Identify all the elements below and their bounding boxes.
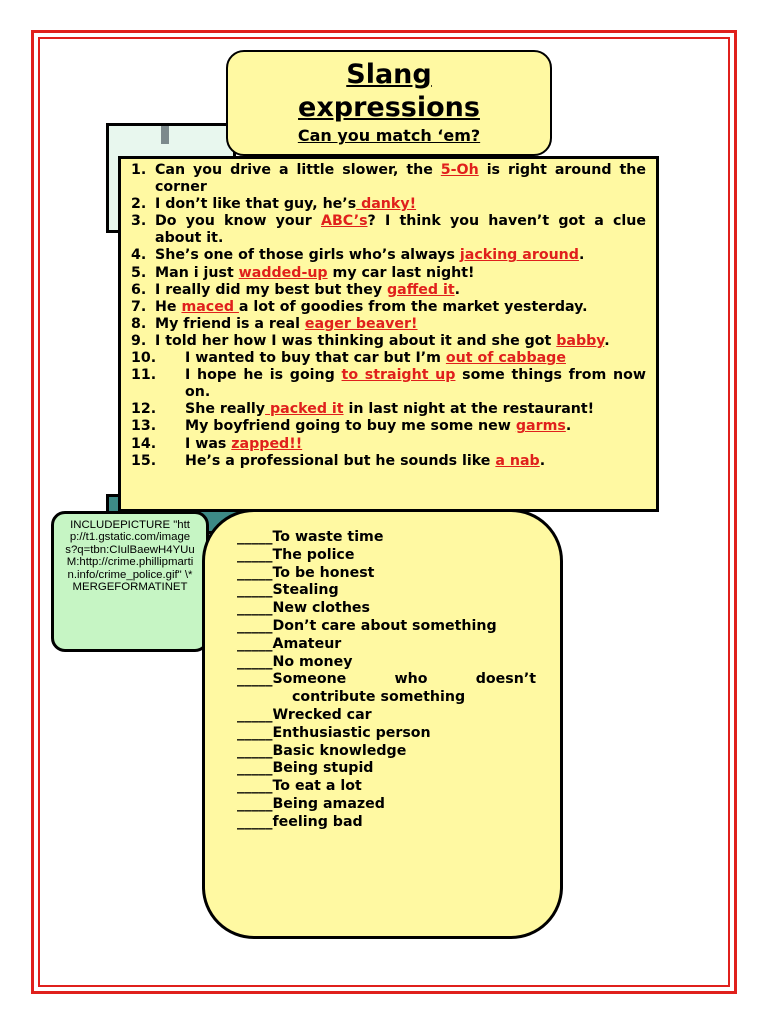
question-text-after: . [454,281,461,298]
question-item [131,282,646,299]
question-text [185,418,646,435]
question-text-before: She really [185,401,266,418]
question-item [131,213,646,247]
picture-placeholder: INCLUDEPICTURE "http://t1.gstatic.com/images?q=tbn:CIulBaewH4YUuM:http://crime.phillipmartin.info/crime_police.gif" \* MERGEFORMATINET [51,511,209,652]
question-text-after: my car last night! [327,264,475,281]
question-text [155,316,646,333]
question-number: 12. [131,401,157,418]
slang-term: garms [515,418,566,435]
question-text [155,299,646,316]
question-number: 1. [131,162,147,178]
page-subtitle: Can you match ‘em? [297,126,481,145]
question-text-after: some things from now on. [185,367,646,401]
answers-box [202,509,563,939]
question-item [131,333,646,350]
slang-term: to straight up [341,367,456,384]
question-text-after: . [578,247,585,264]
question-number: 2. [131,196,147,213]
question-text [155,282,646,299]
slang-term: zapped!! [231,435,303,452]
question-item [131,453,646,470]
slang-term: ABC’s [320,213,368,230]
question-text-before: Man i just [155,264,239,281]
slang-term: 5-Oh [440,162,479,178]
slang-term: babby [556,332,605,349]
question-text [155,213,646,247]
question-number: 9. [131,332,147,349]
slang-term: maced [181,298,239,315]
question-item [131,196,646,213]
question-number: 15. [131,452,157,469]
question-number: 10. [131,350,157,367]
slang-term: eager beaver! [304,315,418,332]
question-item [131,247,646,264]
answer-item: contribute something [292,689,466,706]
question-number: 11. [131,367,157,384]
question-text [155,196,646,213]
question-text-before: I hope he is going [185,367,342,384]
question-number: 13. [131,418,157,435]
slang-term: a nab [495,452,540,469]
question-text [155,162,646,196]
question-number: 7. [131,298,147,315]
question-text-before: I told her how I was thinking about it and she got [155,332,557,349]
question-text-before: He [155,298,182,315]
question-number: 6. [131,281,147,298]
page-title-line2: expressions [298,92,480,123]
question-item [131,350,646,367]
question-number: 4. [131,247,147,264]
answer-item: _____Basic knowledge [237,742,407,759]
question-text-before: I really did my best but they [155,281,388,298]
question-text [155,265,646,282]
question-item [131,299,646,316]
answer-item: _____Someone who doesn’t [237,671,536,688]
question-text-before: He’s a professional but he sounds like [185,452,496,469]
question-text [155,247,646,264]
answer-item: _____To waste time [237,529,384,545]
question-text-before: She’s one of those girls who’s always [155,247,460,264]
question-text-before: I was [185,435,232,452]
question-text-after: ? I think you haven’t got a clue about it. [155,213,647,247]
question-number: 14. [131,435,157,452]
question-text [185,453,646,470]
page-title-line1: Slang [346,59,432,90]
answer-item: _____feeling bad [237,813,363,830]
title-box [226,50,552,156]
question-item [131,436,646,453]
questions-box [118,156,659,512]
question-text [185,436,646,453]
slang-term: gaffed it [387,281,455,298]
answer-item: _____Enthusiastic person [237,724,431,741]
question-text-after: a lot of goodies from the market yesterday. [238,298,588,315]
answer-item: _____Being stupid [237,760,374,777]
picture-fragment [161,126,169,144]
question-text [185,401,646,418]
answer-item: _____To be honest [237,564,375,581]
slang-term: out of cabbage [445,350,566,367]
slang-term: jacking around [459,247,579,264]
answer-item: _____Wrecked car [237,706,372,723]
question-text [185,367,646,401]
answer-item: _____No money [237,653,353,670]
question-item [131,316,646,333]
answer-item: _____The police [237,546,355,563]
question-text-before: Do you know your [155,213,321,230]
question-text-after: in last night at the restaurant! [343,401,595,418]
question-item [131,162,646,196]
question-item [131,418,646,435]
question-text-after: . [539,452,546,469]
answer-item: _____New clothes [237,600,370,617]
question-text-before: My boyfriend going to buy me some new [185,418,516,435]
question-number: 3. [131,213,147,230]
slang-term: wadded-up [238,264,328,281]
slang-term: danky! [356,196,417,213]
question-text [155,333,646,350]
question-text-before: I don’t like that guy, he’s [155,196,357,213]
question-text-before: I wanted to buy that car but I’m [185,350,446,367]
question-item [131,367,646,401]
question-number: 8. [131,315,147,332]
answer-item: _____To eat a lot [237,778,362,795]
question-text-before: My friend is a real [155,315,305,332]
answer-item: _____Stealing [237,582,339,599]
question-text-after: . [604,332,610,349]
answer-item: _____Being amazed [237,795,385,812]
question-item [131,265,646,282]
answer-item: _____Don’t care about something [237,617,497,634]
question-text [185,350,646,367]
answer-item: _____Amateur [237,635,342,652]
slang-term: packed it [265,401,344,418]
question-text-before: Can you drive a little slower, the [155,162,441,178]
question-text-after: . [565,418,572,435]
question-item [131,401,646,418]
question-number: 5. [131,264,147,281]
question-text-after: is right around the corner [155,162,646,196]
